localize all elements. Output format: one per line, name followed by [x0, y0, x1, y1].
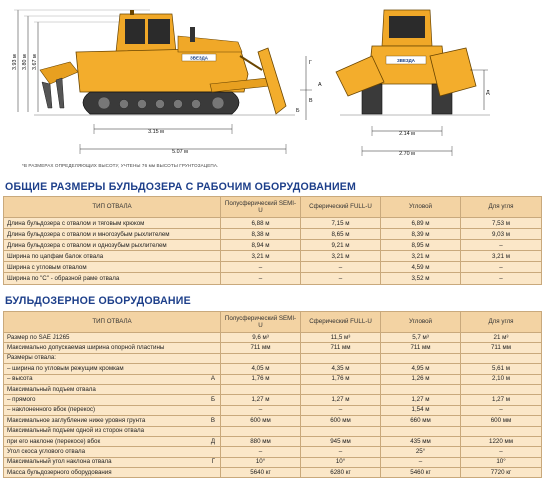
table-row: [4, 374, 542, 384]
row-value: –: [221, 405, 301, 415]
table-row: [4, 251, 542, 262]
row-value: [381, 384, 461, 394]
row-value: 8,38 м: [221, 229, 301, 240]
row-value: 1220 мм: [461, 436, 542, 446]
row-value: –: [301, 262, 381, 273]
table-row: [4, 240, 542, 251]
row-dimension-mark: [207, 405, 221, 415]
row-value: [461, 384, 542, 394]
row-label: – высота: [4, 374, 207, 384]
row-value: –: [301, 273, 381, 284]
dim-letter-a: А: [318, 82, 322, 88]
equipment-table: [3, 311, 542, 478]
row-label: Максимальный угол наклона отвала: [4, 457, 207, 467]
row-value: 880 мм: [221, 436, 301, 446]
row-value: 7720 кг: [461, 468, 542, 478]
row-label: Длина бульдозера с отвалом и однозубым рыхлителем: [4, 240, 221, 251]
row-value: [301, 353, 381, 363]
col-header-full-u: Сферический FULL-U: [301, 312, 381, 333]
row-label: Максимальное заглубление ниже уровня грунта: [4, 416, 207, 426]
row-value: 4,35 м: [301, 364, 381, 374]
row-value: 1,26 м: [381, 374, 461, 384]
row-value: 1,76 м: [301, 374, 381, 384]
row-value: –: [301, 447, 381, 457]
row-value: 8,65 м: [301, 229, 381, 240]
bulldozer-drawing: [0, 0, 543, 178]
row-value: 600 мм: [301, 416, 381, 426]
row-value: 4,95 м: [381, 364, 461, 374]
row-value: 1,54 м: [381, 405, 461, 415]
table-row: [4, 262, 542, 273]
row-value: [221, 353, 301, 363]
row-value: –: [301, 405, 381, 415]
table-row: [4, 447, 542, 457]
col-header-coal: Для угля: [461, 312, 542, 333]
row-value: 660 мм: [381, 416, 461, 426]
row-label: Ширина по цапфам балок отвала: [4, 251, 221, 262]
row-label: Ширина с угловым отвалом: [4, 262, 221, 273]
row-value: 21 м³: [461, 333, 542, 343]
table-row: [4, 229, 542, 240]
front-view: [336, 10, 490, 157]
row-value: 1,27 м: [301, 395, 381, 405]
row-dimension-mark: А: [207, 374, 221, 384]
table-row: [4, 395, 542, 405]
table-row: [4, 426, 542, 436]
row-value: 5640 кг: [221, 468, 301, 478]
row-value: 25°: [381, 447, 461, 457]
row-value: 8,95 м: [381, 240, 461, 251]
row-value: 6280 кг: [301, 468, 381, 478]
row-label: – прямого: [4, 395, 207, 405]
row-value: 7,53 м: [461, 218, 542, 229]
table-row: [4, 436, 542, 446]
height-footnote: *В РАЗМЕРАХ ОПРЕДЕЛЯЮЩИХ ВЫСОТУ, УЧТЕНЫ 76 мм ВЫСОТЫ ГРУНТОЗАЦЕПА.: [22, 163, 219, 168]
col-header-coal: Для угля: [461, 197, 542, 218]
row-value: 8,39 м: [381, 229, 461, 240]
dim-letter-g: Г: [309, 60, 312, 66]
section-title-equipment: БУЛЬДОЗЕРНОЕ ОБОРУДОВАНИЕ: [5, 295, 191, 307]
table-row: [4, 353, 542, 363]
row-value: [381, 353, 461, 363]
row-label: Максимально допускаемая ширина опорной пластины: [4, 343, 207, 353]
row-value: 8,94 м: [221, 240, 301, 251]
row-value: 3,21 м: [221, 251, 301, 262]
row-value: [221, 384, 301, 394]
row-dimension-mark: В: [207, 416, 221, 426]
table-header-row: [4, 312, 542, 333]
col-header-angle: Угловой: [381, 197, 461, 218]
row-value: –: [381, 457, 461, 467]
row-dimension-mark: [207, 343, 221, 353]
row-value: [221, 426, 301, 436]
row-value: 10°: [221, 457, 301, 467]
row-dimension-mark: [207, 426, 221, 436]
table-row: [4, 273, 542, 284]
row-value: 3,21 м: [301, 251, 381, 262]
row-dimension-mark: Б: [207, 395, 221, 405]
row-label: Максимальный подъем одной из сторон отвала: [4, 426, 207, 436]
row-dimension-mark: [207, 384, 221, 394]
row-label: Длина бульдозера с отвалом и многозубым рыхлителем: [4, 229, 221, 240]
row-dimension-mark: [207, 333, 221, 343]
row-value: 5,7 м³: [381, 333, 461, 343]
row-value: –: [221, 447, 301, 457]
dim-overall-width: 2.70 м: [399, 151, 415, 157]
row-label: Ширина по "С" - образной раме отвала: [4, 273, 221, 284]
row-value: –: [461, 405, 542, 415]
dim-height-1: 3.93 м: [12, 54, 18, 70]
dimensions-table: [3, 196, 542, 285]
row-value: 11,5 м³: [301, 333, 381, 343]
row-value: –: [221, 262, 301, 273]
row-value: 6,89 м: [381, 218, 461, 229]
row-value: 435 мм: [381, 436, 461, 446]
row-value: 945 мм: [301, 436, 381, 446]
col-header-blade-type: ТИП ОТВАЛА: [4, 197, 221, 218]
row-value: 2,10 м: [461, 374, 542, 384]
row-value: [301, 384, 381, 394]
table-row: [4, 343, 542, 353]
row-value: 3,21 м: [461, 251, 542, 262]
row-label: Размер по SAE J1265: [4, 333, 207, 343]
row-value: 6,88 м: [221, 218, 301, 229]
row-dimension-mark: [207, 447, 221, 457]
dim-overall-length: 5.07 м: [172, 149, 188, 155]
row-value: 711 мм: [461, 343, 542, 353]
row-value: 600 мм: [461, 416, 542, 426]
brand-logo-front: ЗВЕЗДА: [397, 58, 415, 63]
dim-letter-v: В: [309, 98, 313, 104]
row-label: Размеры отвала:: [4, 353, 207, 363]
row-value: 4,59 м: [381, 262, 461, 273]
row-value: 9,6 м³: [221, 333, 301, 343]
row-value: 3,21 м: [381, 251, 461, 262]
row-value: 711 мм: [381, 343, 461, 353]
row-value: [461, 426, 542, 436]
row-value: 5460 кг: [381, 468, 461, 478]
row-value: 4,05 м: [221, 364, 301, 374]
brand-logo: ЗВЕЗДА: [190, 55, 208, 61]
row-value: 1,27 м: [221, 395, 301, 405]
dim-track-length: 3.15 м: [148, 129, 164, 135]
row-value: 711 мм: [221, 343, 301, 353]
row-value: –: [461, 273, 542, 284]
row-label: – ширина по угловым режущим кромкам: [4, 364, 207, 374]
col-header-full-u: Сферический FULL-U: [301, 197, 381, 218]
section-title-dimensions: ОБЩИЕ РАЗМЕРЫ БУЛЬДОЗЕРА С РАБОЧИМ ОБОРУДОВАНИЕМ: [5, 181, 357, 193]
row-dimension-mark: [207, 468, 221, 478]
table-row: [4, 384, 542, 394]
row-value: 10°: [301, 457, 381, 467]
table-header-row: [4, 197, 542, 218]
row-label: Максимальный подъем отвала: [4, 384, 207, 394]
col-header-blade-type: ТИП ОТВАЛА: [4, 312, 221, 333]
row-value: 1,27 м: [461, 395, 542, 405]
row-label: – наклоненного вбок (перекос): [4, 405, 207, 415]
table-row: [4, 405, 542, 415]
row-label: при его наклоне (перекосе) вбок: [4, 436, 207, 446]
row-value: 9,21 м: [301, 240, 381, 251]
row-value: 1,76 м: [221, 374, 301, 384]
table-row: [4, 468, 542, 478]
row-dimension-mark: [207, 353, 221, 363]
row-label: Длина бульдозера с отвалом и тяговым крюком: [4, 218, 221, 229]
row-label: Угол скоса углового отвала: [4, 447, 207, 457]
row-value: 711 мм: [301, 343, 381, 353]
col-header-semi-u: Полусферический SEMI-U: [221, 197, 301, 218]
table-row: [4, 416, 542, 426]
row-value: –: [461, 240, 542, 251]
dim-height-2: 3.80 м: [22, 54, 28, 70]
table-row: [4, 333, 542, 343]
row-value: –: [221, 273, 301, 284]
row-dimension-mark: Г: [207, 457, 221, 467]
dim-height-3: 3.67 м: [32, 54, 38, 70]
table-row: [4, 364, 542, 374]
dim-letter-b: Б: [296, 108, 300, 114]
row-value: –: [461, 447, 542, 457]
row-value: 7,15 м: [301, 218, 381, 229]
row-value: 3,52 м: [381, 273, 461, 284]
col-header-angle: Угловой: [381, 312, 461, 333]
row-label: Масса бульдозерного оборудования: [4, 468, 207, 478]
row-value: 1,27 м: [381, 395, 461, 405]
row-value: [461, 353, 542, 363]
table-row: [4, 457, 542, 467]
row-value: 5,61 м: [461, 364, 542, 374]
row-dimension-mark: [207, 364, 221, 374]
row-value: 9,03 м: [461, 229, 542, 240]
side-view: [12, 10, 322, 155]
dim-track-gauge: 2.14 м: [399, 131, 415, 137]
row-value: 10°: [461, 457, 542, 467]
dim-letter-d: Д: [486, 90, 490, 96]
row-dimension-mark: Д: [207, 436, 221, 446]
row-value: [301, 426, 381, 436]
row-value: 600 мм: [221, 416, 301, 426]
row-value: [381, 426, 461, 436]
col-header-semi-u: Полусферический SEMI-U: [221, 312, 301, 333]
table-row: [4, 218, 542, 229]
row-value: –: [461, 262, 542, 273]
